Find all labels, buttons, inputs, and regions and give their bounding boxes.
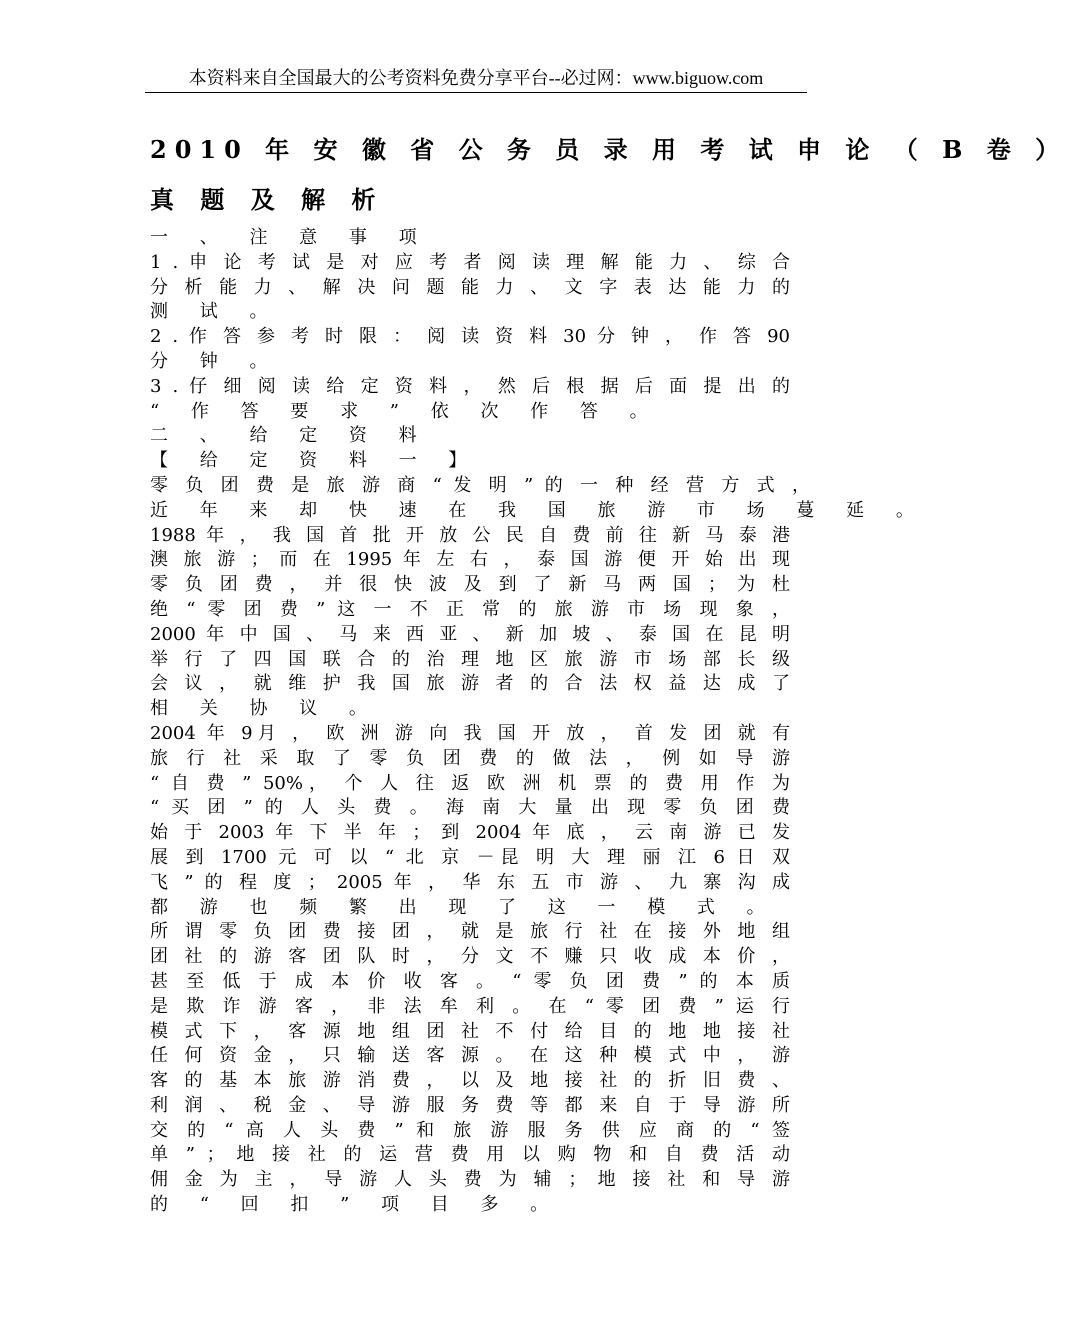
- text-line: 3 . 仔 细 阅 读 给 定 资 料 ， 然 后 根 据 后 面 提 出 的: [150, 375, 790, 397]
- text-line: 的 “ 回 扣 ” 项 目 多 。: [150, 1194, 562, 1216]
- text-line: 始 于 2003 年 下 半 年 ； 到 2004 年 底 ， 云 南 游 已 发: [150, 822, 790, 844]
- document-body: [150, 226, 927, 1218]
- text-line: 近 年 来 却 快 速 在 我 国 旅 游 市 场 蔓 延 。: [150, 499, 927, 521]
- text-line: 澳 旅 游 ； 而 在 1995 年 左 右 ， 泰 国 游 便 开 始 出 现: [150, 549, 790, 571]
- text-line: 相 关 协 议 。: [150, 698, 380, 720]
- text-line: 任 何 资 金 ， 只 输 送 客 源 。 在 这 种 模 式 中 ， 游: [150, 1045, 790, 1067]
- text-line: 单 ” ； 地 接 社 的 运 营 费 用 以 购 物 和 自 费 活 动: [150, 1144, 790, 1166]
- text-line: 2000 年 中 国 、 马 来 西 亚 、 新 加 坡 、 泰 国 在 昆 明: [150, 623, 790, 645]
- text-line: 所 谓 零 负 团 费 接 团 ， 就 是 旅 行 社 在 接 外 地 组: [150, 921, 790, 943]
- page-header: 本资料来自全国最大的公考资料免费分享平台--必过网：www.biguow.com: [188, 68, 764, 88]
- text-line: 零 负 团 费 ， 并 很 快 波 及 到 了 新 马 两 国 ； 为 杜: [150, 574, 790, 596]
- text-line: 展 到 1700 元 可 以 “ 北 京 －昆 明 大 理 丽 江 6 日 双: [150, 846, 790, 868]
- text-line: 测 试 。: [150, 301, 281, 323]
- header-rule: [145, 92, 807, 93]
- text-line: 旅 行 社 采 取 了 零 负 团 费 的 做 法 ， 例 如 导 游: [150, 747, 790, 769]
- text-line: 一 、 注 意 事 项: [150, 227, 430, 248]
- text-line: 2 . 作 答 参 考 时 限 ： 阅 读 资 料 30 分 钟 ， 作 答 90: [150, 326, 790, 348]
- text-line: 会 议 ， 就 维 护 我 国 旅 游 者 的 合 法 权 益 达 成 了: [150, 673, 790, 695]
- text-line: 举 行 了 四 国 联 合 的 治 理 地 区 旅 游 市 场 部 长 级: [150, 648, 790, 670]
- text-line: 二 、 给 定 资 料: [150, 425, 430, 447]
- text-line: 【 给 定 资 料 一 】: [150, 450, 480, 472]
- text-line: 2004 年 9月 ， 欧 洲 游 向 我 国 开 放 ， 首 发 团 就 有: [150, 722, 790, 744]
- text-line: 模 式 下 ， 客 源 地 组 团 社 不 付 给 目 的 地 地 接 社: [150, 1020, 790, 1042]
- text-line: 是 欺 诈 游 客 ， 非 法 牟 利 。 在 “ 零 团 费 ” 运 行: [150, 995, 790, 1017]
- text-line: 都 游 也 频 繁 出 现 了 这 一 模 式 。: [150, 896, 778, 918]
- text-line: 团 社 的 游 客 团 队 时 ， 分 文 不 赚 只 收 成 本 价 ，: [150, 946, 790, 968]
- text-line: 佣 金 为 主 ， 导 游 人 头 费 为 辅 ； 地 接 社 和 导 游: [150, 1169, 790, 1191]
- text-line: 交 的 “ 高 人 头 费 ” 和 旅 游 服 务 供 应 商 的 “ 签: [150, 1119, 790, 1141]
- text-line: “ 自 费 ” 50%， 个 人 往 返 欧 洲 机 票 的 费 用 作 为: [150, 772, 790, 794]
- text-line: “ 作 答 要 求 ” 依 次 作 答 。: [150, 400, 661, 422]
- document-title-line-1: 2010 年 安 徽 省 公 务 员 录 用 考 试 申 论 （ B 卷 ）: [150, 135, 1067, 164]
- document-title-line-2: 真 题 及 解 析: [150, 185, 385, 214]
- text-line: 飞 ” 的 程 度 ； 2005 年 ， 华 东 五 市 游 、 九 寨 沟 成: [150, 871, 790, 893]
- text-line: 分 析 能 力 、 解 决 问 题 能 力 、 文 字 表 达 能 力 的: [150, 276, 790, 298]
- text-line: 甚 至 低 于 成 本 价 收 客 。 “ 零 负 团 费 ” 的 本 质: [150, 970, 790, 992]
- text-line: “ 买 团 ” 的 人 头 费 。 海 南 大 量 出 现 零 负 团 费: [150, 797, 790, 819]
- text-line: 绝 “ 零 团 费 ” 这 一 不 正 常 的 旅 游 市 场 现 象 ，: [150, 598, 790, 620]
- text-line: 零 负 团 费 是 旅 游 商 “ 发 明 ” 的 一 种 经 营 方 式 ，: [150, 474, 810, 496]
- text-line: 客 的 基 本 旅 游 消 费 ， 以 及 地 接 社 的 折 旧 费 、: [150, 1070, 790, 1092]
- text-line: 1 . 申 论 考 试 是 对 应 考 者 阅 读 理 解 能 力 、 综 合: [150, 251, 790, 273]
- text-line: 利 润 、 税 金 、 导 游 服 务 费 等 都 来 自 于 导 游 所: [150, 1094, 790, 1116]
- text-line: 分 钟 。: [150, 350, 281, 372]
- text-line: 1988 年 ， 我 国 首 批 开 放 公 民 自 费 前 往 新 马 泰 港: [150, 524, 790, 546]
